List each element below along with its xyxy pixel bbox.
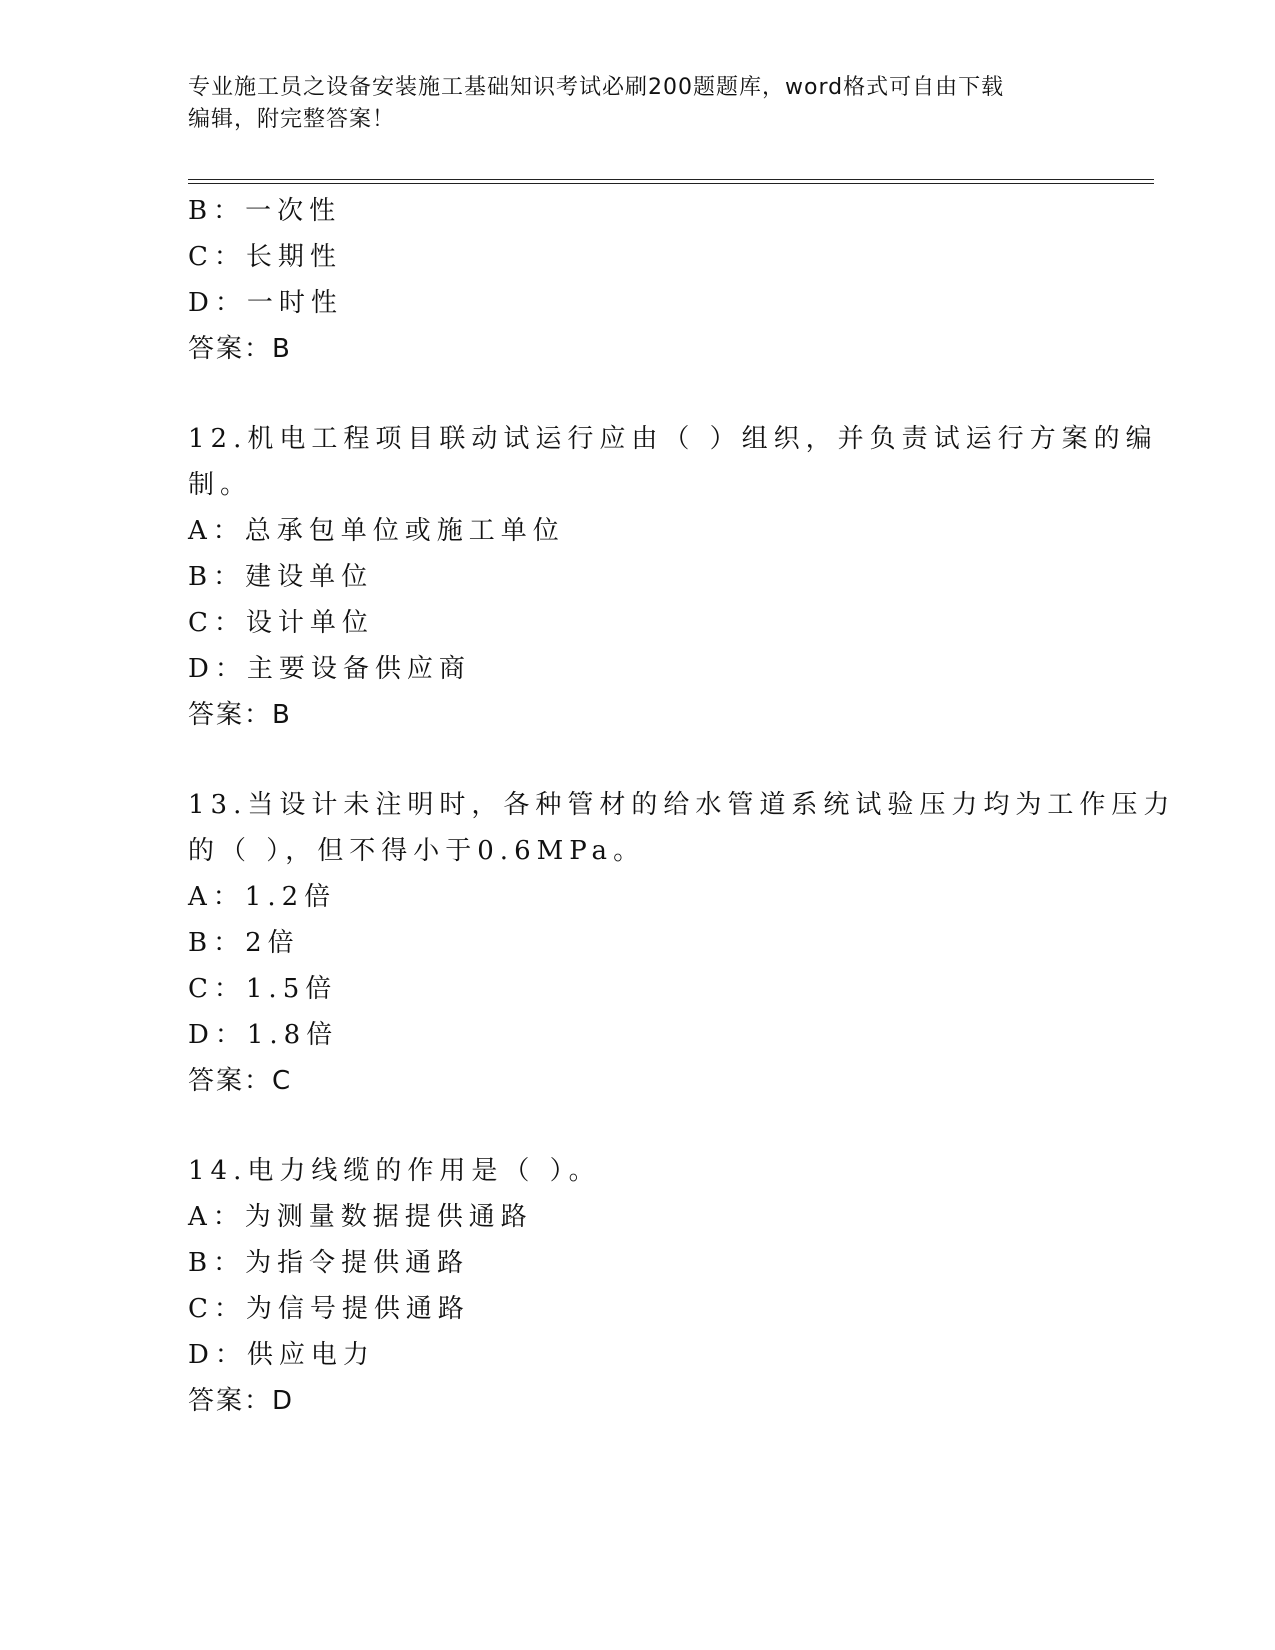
question-text-line-2: 制。	[188, 470, 253, 500]
answer: 答案：B	[188, 700, 292, 730]
option-d: D：主要设备供应商	[188, 654, 471, 684]
document-header	[188, 72, 1068, 136]
answer: 答案：C	[188, 1066, 293, 1096]
question-11-tail	[188, 188, 1088, 372]
answer: 答案：D	[188, 1386, 295, 1416]
header-line-2: 编辑，附完整答案！	[188, 107, 396, 132]
option-c: C：长期性	[188, 242, 342, 272]
option-b: B：2倍	[188, 928, 300, 958]
question-12	[188, 416, 1158, 738]
question-14	[188, 1148, 1088, 1424]
option-b: B：建设单位	[188, 562, 374, 592]
option-a: A：1.2倍	[188, 882, 337, 912]
question-text-line-1: 13.当设计未注明时，各种管材的给水管道系统试验压力均为工作压力	[188, 790, 1176, 820]
question-list	[188, 188, 1176, 1424]
option-a: A：总承包单位或施工单位	[188, 516, 565, 546]
option-b: B：为指令提供通路	[188, 1248, 470, 1278]
header-divider-bottom	[188, 183, 1154, 184]
option-d: D：供应电力	[188, 1340, 375, 1370]
header-line-1: 专业施工员之设备安装施工基础知识考试必刷200题题库，word格式可自由下载	[188, 75, 1005, 100]
option-d: D：一时性	[188, 288, 343, 318]
question-13	[188, 782, 1176, 1104]
option-c: C：设计单位	[188, 608, 374, 638]
question-text-line-1: 14.电力线缆的作用是（ ）。	[188, 1156, 601, 1186]
option-b: B：一次性	[188, 196, 342, 226]
option-c: C：1.5倍	[188, 974, 338, 1004]
spacer	[188, 1104, 1088, 1148]
answer: 答案：B	[188, 334, 292, 364]
question-text-line-2: 的（ ），但不得小于0.6MPa。	[188, 836, 646, 866]
header-divider-top	[188, 179, 1154, 180]
question-text-line-1: 12.机电工程项目联动试运行应由（ ）组织，并负责试运行方案的编	[188, 424, 1158, 454]
option-c: C：为信号提供通路	[188, 1294, 470, 1324]
spacer	[188, 372, 1088, 416]
option-d: D：1.8倍	[188, 1020, 339, 1050]
option-a: A：为测量数据提供通路	[188, 1202, 533, 1232]
spacer	[188, 738, 1088, 782]
